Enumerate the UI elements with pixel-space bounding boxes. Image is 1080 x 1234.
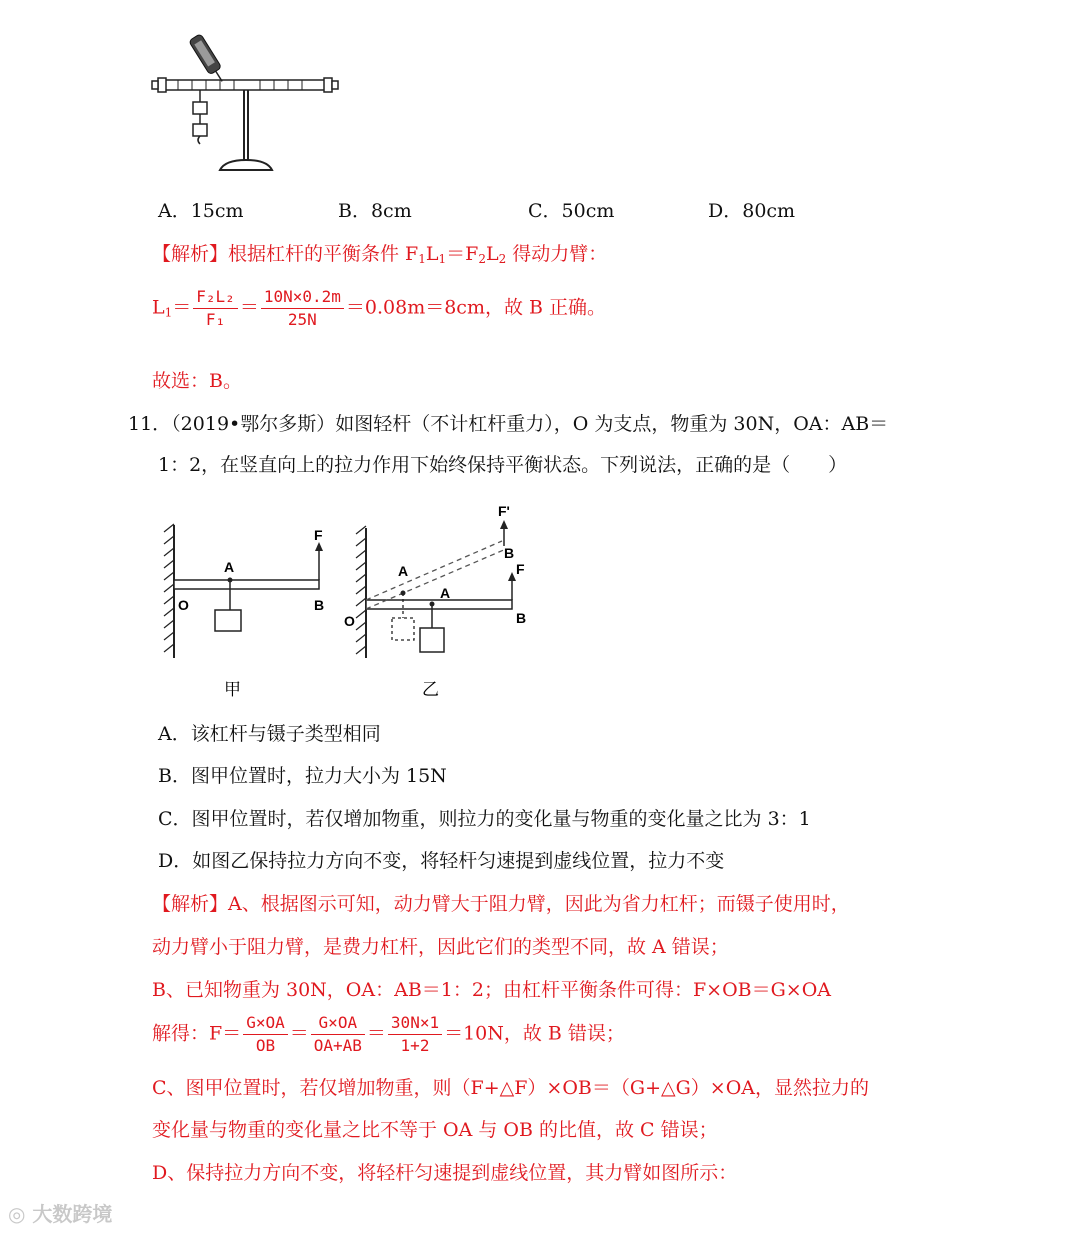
fraction-numerator: G×OA: [311, 1012, 365, 1035]
q11-analysis-line7: D、保持拉力方向不变，将轻杆匀速提到虚线位置，其力臂如图所示：: [152, 1162, 738, 1184]
q11-analysis-line3: B、已知物重为 30N，OA：AB＝1：2；由杠杆平衡条件可得：F×OB＝G×OA: [152, 979, 832, 1001]
label-a: A: [440, 585, 451, 601]
q11-stem-line2: 1：2，在竖直向上的拉力作用下始终保持平衡状态。下列说法，正确的是（ ）: [158, 454, 848, 476]
fraction-numerator: G×OA: [243, 1012, 288, 1035]
option-b: B．8cm: [338, 200, 412, 222]
subscript: 1: [438, 252, 447, 266]
analysis-text: L: [485, 243, 499, 265]
label-f: F: [516, 561, 525, 577]
q11-option-a: A．该杠杆与镊子类型相同: [158, 723, 381, 745]
formula-lhs: L: [152, 296, 165, 319]
lever-figure-jia: [160, 520, 340, 705]
label-b: B: [516, 610, 527, 626]
fraction: [388, 1012, 442, 1057]
q11-option-b: B．图甲位置时，拉力大小为 15N: [158, 765, 447, 787]
label-b-dashed: B: [504, 545, 515, 561]
q11-analysis-line5: C、图甲位置时，若仅增加物重，则（F+△F）×OB＝（G+△G）×OA，显然拉力的: [152, 1077, 870, 1099]
analysis-text: 根据杠杆的平衡条件 F: [228, 243, 419, 265]
label-o: O: [178, 597, 189, 613]
fraction: [243, 1012, 288, 1057]
fraction-numerator: F₂L₂: [193, 286, 238, 309]
watermark-icon: ◎: [8, 1202, 26, 1226]
fraction-numerator: 10N×0.2m: [261, 286, 344, 309]
label-b: B: [314, 597, 325, 613]
q11-analysis-formula: [152, 1012, 625, 1057]
option-c: C．50cm: [528, 200, 615, 222]
subscript: 2: [478, 252, 486, 266]
analysis-tag: 【解析】: [152, 243, 229, 265]
q11-analysis-line2: 动力臂小于阻力臂，是费力杠杆，因此它们的类型不同，故 A 错误；: [152, 936, 729, 958]
analysis-text: L: [425, 243, 439, 265]
lever-figure-yi: [340, 498, 540, 708]
q11-option-c: C．图甲位置时，若仅增加物重，则拉力的变化量与物重的变化量之比为 3：1: [158, 808, 811, 830]
caption-yi: 乙: [422, 680, 439, 700]
fraction: [311, 1012, 365, 1057]
subscript: 1: [164, 305, 173, 320]
analysis-text: 得动力臂：: [506, 243, 608, 265]
fraction-numerator: 30N×1: [388, 1012, 442, 1035]
fraction-denominator: OB: [255, 1036, 276, 1055]
label-f-prime: F': [498, 503, 510, 519]
label-a: A: [224, 559, 235, 575]
label-o: O: [344, 613, 355, 629]
analysis-text: A、根据图示可知，动力臂大于阻力臂，因此为省力杠杆；而镊子使用时，: [228, 893, 850, 915]
formula-result: ＝0.08m＝8cm，故 B 正确。: [345, 296, 606, 319]
fraction: [261, 286, 344, 331]
formula-eq: ＝: [172, 296, 192, 319]
analysis-text: ＝F: [446, 243, 479, 265]
label-a-dashed: A: [398, 563, 409, 579]
formula-eq: ＝: [289, 1022, 309, 1045]
q10-analysis-line1: [152, 242, 607, 271]
q11-stem-line1: 11．（2019•鄂尔多斯）如图轻杆（不计杠杆重力），O 为支点，物重为 30N，OA：AB＝: [128, 413, 889, 435]
q10-choice: 故选：B。: [152, 370, 242, 392]
formula-suffix: ＝10N，故 B 错误；: [444, 1022, 625, 1045]
formula-prefix: 解得：F＝: [152, 1022, 242, 1045]
fraction-denominator: OA+AB: [313, 1036, 362, 1055]
analysis-tag: 【解析】: [152, 893, 229, 915]
fraction-denominator: F₁: [205, 310, 226, 329]
caption-jia: 甲: [224, 680, 241, 700]
subscript: 1: [418, 252, 426, 266]
lever-apparatus-figure: [150, 30, 350, 180]
q10-formula: [152, 286, 606, 331]
q11-analysis-line1: [152, 892, 850, 916]
fraction-denominator: 1+2: [400, 1036, 430, 1055]
fraction: [193, 286, 238, 331]
watermark: [8, 1198, 112, 1227]
watermark-text: 大数跨境: [32, 1202, 113, 1226]
option-d: D．80cm: [708, 200, 796, 222]
option-a: A．15cm: [158, 200, 244, 222]
subscript: 2: [498, 252, 507, 266]
fraction-denominator: 25N: [287, 310, 317, 329]
formula-eq: ＝: [239, 296, 259, 319]
q11-analysis-line6: 变化量与物重的变化量之比不等于 OA 与 OB 的比值，故 C 错误；: [152, 1119, 718, 1141]
q11-option-d: D．如图乙保持拉力方向不变，将轻杆匀速提到虚线位置，拉力不变: [158, 850, 725, 872]
formula-eq: ＝: [366, 1022, 386, 1045]
label-f: F: [314, 527, 323, 543]
